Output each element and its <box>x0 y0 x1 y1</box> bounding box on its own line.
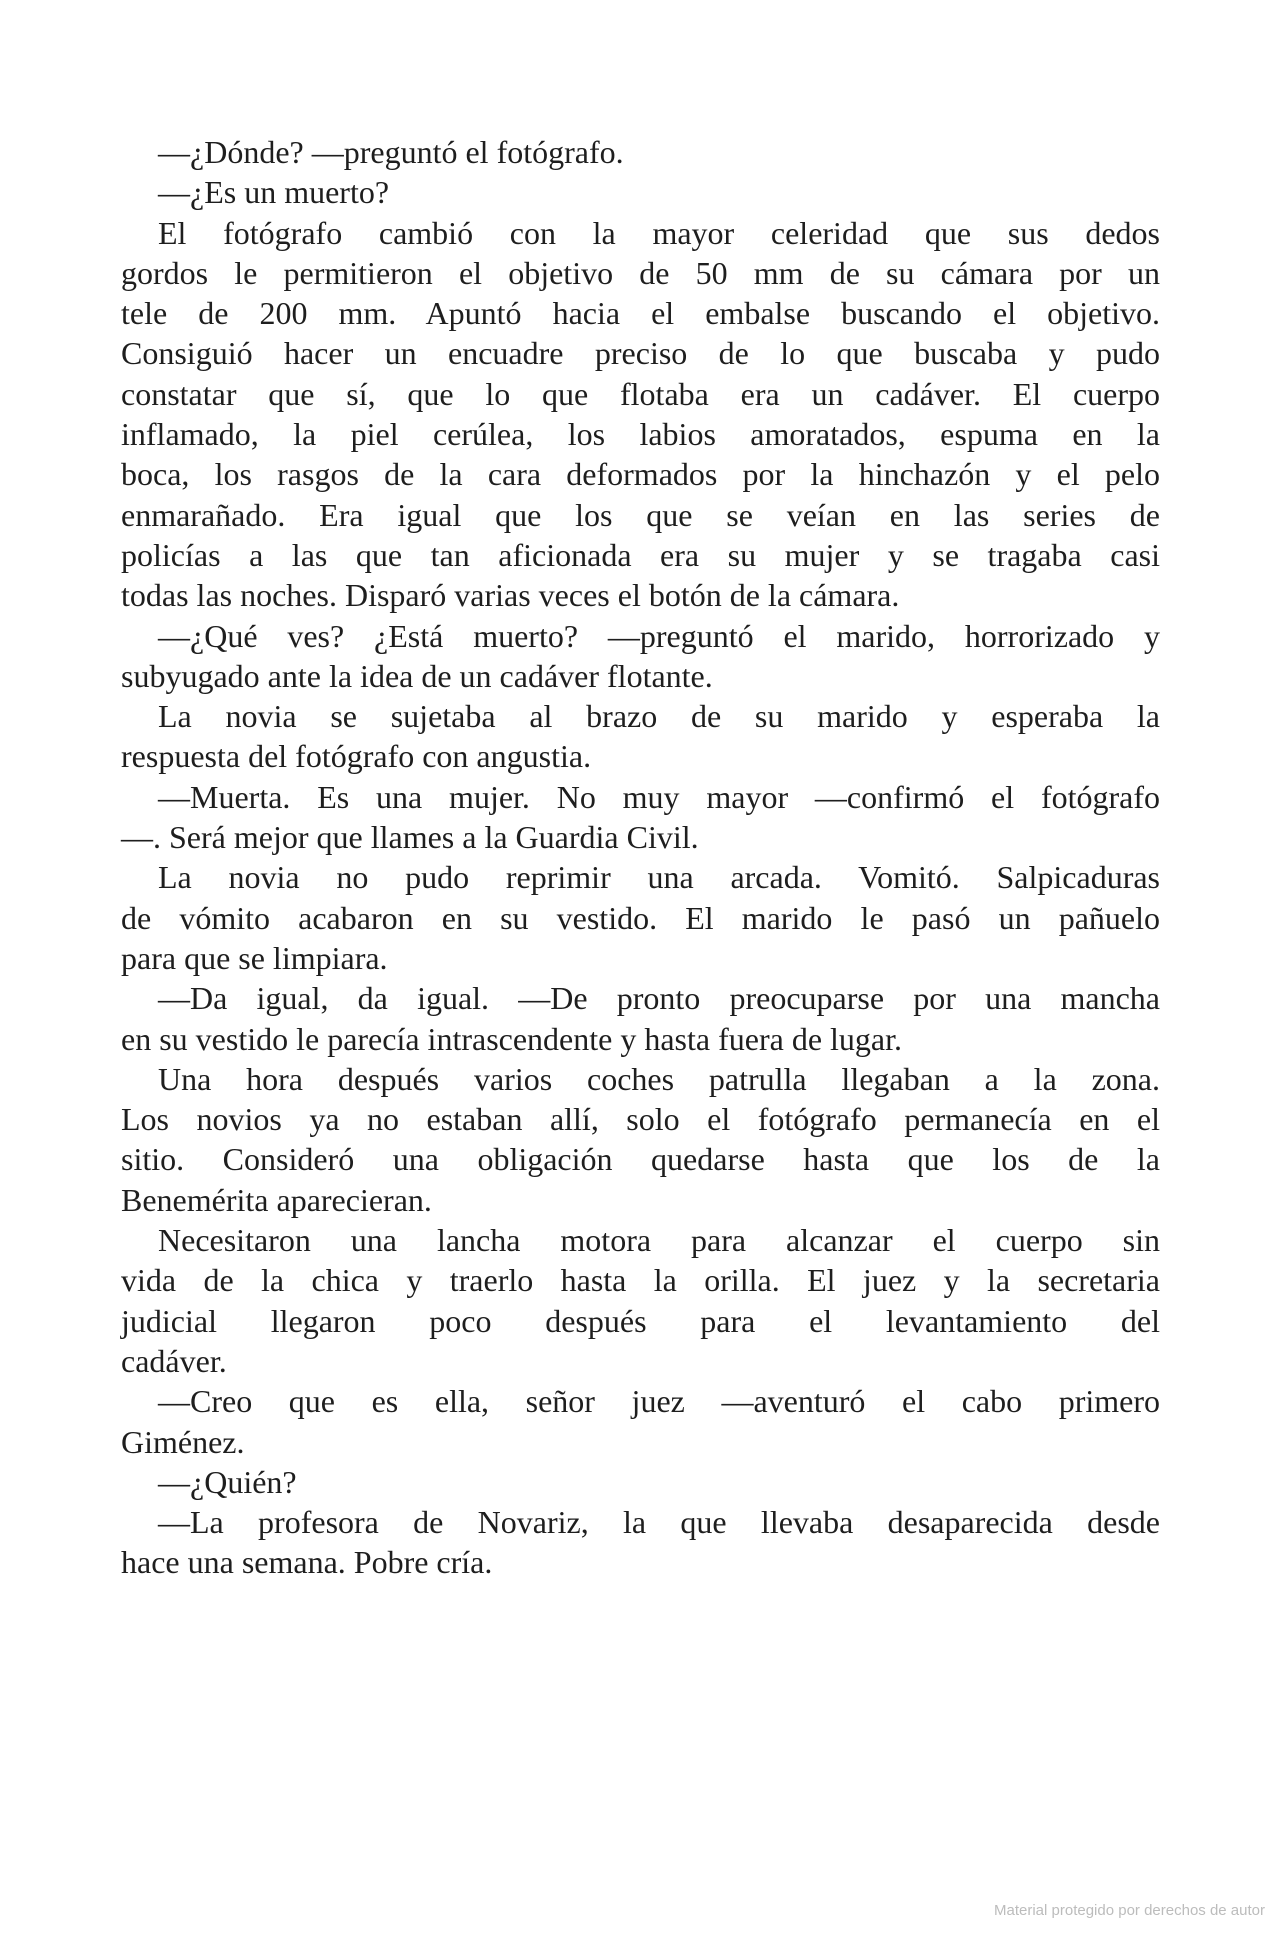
paragraph <box>121 857 1160 978</box>
text-line: subyugado ante la idea de un cadáver flotante. <box>121 657 713 694</box>
paragraph <box>121 1220 1160 1381</box>
paragraph <box>121 172 1160 212</box>
text-line: —¿Qué ves? ¿Está muerto? —preguntó el marido, horrorizado y <box>158 617 1160 654</box>
text-line: Los novios ya no estaban allí, solo el fotógrafo permanecía en el <box>121 1101 1160 1138</box>
text-line: —La profesora de Novariz, la que llevaba desaparecida desde <box>158 1504 1160 1541</box>
text-line: vida de la chica y traerlo hasta la orilla. El juez y la secretaria <box>121 1262 1160 1299</box>
text-line: —Muerta. Es una mujer. No muy mayor —confirmó el fotógrafo <box>158 778 1160 815</box>
paragraph <box>121 978 1160 1059</box>
text-line: sitio. Consideró una obligación quedarse hasta que los de la <box>121 1141 1160 1178</box>
text-line: El fotógrafo cambió con la mayor celeridad que sus dedos <box>158 214 1160 251</box>
text-line: Benemérita aparecieran. <box>121 1181 432 1218</box>
paragraph <box>121 1502 1160 1583</box>
paragraph <box>121 616 1160 697</box>
text-line: Consiguió hacer un encuadre preciso de lo que buscaba y pudo <box>121 335 1160 372</box>
text-line: hace una semana. Pobre cría. <box>121 1544 493 1581</box>
text-line: —¿Dónde? —preguntó el fotógrafo. <box>158 134 624 170</box>
text-line: La novia se sujetaba al brazo de su marido y esperaba la <box>158 698 1160 735</box>
text-line: policías a las que tan aficionada era su mujer y se tragaba casi <box>121 536 1160 573</box>
copyright-watermark: Material protegido por derechos de autor <box>994 1902 1265 1919</box>
paragraph <box>121 696 1160 777</box>
text-line: inflamado, la piel cerúlea, los labios amoratados, espuma en la <box>121 416 1160 453</box>
text-line: Necesitaron una lancha motora para alcanzar el cuerpo sin <box>158 1222 1160 1259</box>
paragraph <box>121 1381 1160 1462</box>
text-line: judicial llegaron poco después para el levantamiento del <box>121 1302 1160 1339</box>
paragraph <box>121 213 1160 616</box>
text-line: —Da igual, da igual. —De pronto preocuparse por una mancha <box>158 980 1160 1017</box>
text-line: —Creo que es ella, señor juez —aventuró el cabo primero <box>158 1383 1160 1420</box>
text-line: para que se limpiara. <box>121 939 388 976</box>
text-line: enmarañado. Era igual que los que se veían en las series de <box>121 496 1160 533</box>
text-line: tele de 200 mm. Apuntó hacia el embalse buscando el objetivo. <box>121 295 1160 332</box>
page-text-block <box>121 132 1160 1583</box>
text-line: Una hora después varios coches patrulla llegaban a la zona. <box>158 1060 1160 1097</box>
text-line: —. Será mejor que llames a la Guardia Civil. <box>121 819 699 856</box>
paragraph <box>121 1462 1160 1502</box>
text-line: —¿Es un muerto? <box>158 174 390 211</box>
text-line: boca, los rasgos de la cara deformados por la hinchazón y el pelo <box>121 456 1160 493</box>
text-line: de vómito acabaron en su vestido. El marido le pasó un pañuelo <box>121 899 1160 936</box>
text-line: Giménez. <box>121 1423 245 1460</box>
text-line: cadáver. <box>121 1342 227 1379</box>
text-line: La novia no pudo reprimir una arcada. Vomitó. Salpicaduras <box>158 859 1160 896</box>
text-line: —¿Quién? <box>158 1463 297 1500</box>
text-line: todas las noches. Disparó varias veces el botón de la cámara. <box>121 577 900 614</box>
text-line: constatar que sí, que lo que flotaba era un cadáver. El cuerpo <box>121 375 1160 412</box>
paragraph <box>121 777 1160 858</box>
text-line: gordos le permitieron el objetivo de 50 mm de su cámara por un <box>121 254 1160 291</box>
paragraph <box>121 1059 1160 1220</box>
text-line: en su vestido le parecía intrascendente y hasta fuera de lugar. <box>121 1020 902 1057</box>
paragraph <box>121 132 1160 172</box>
text-line: respuesta del fotógrafo con angustia. <box>121 738 592 775</box>
